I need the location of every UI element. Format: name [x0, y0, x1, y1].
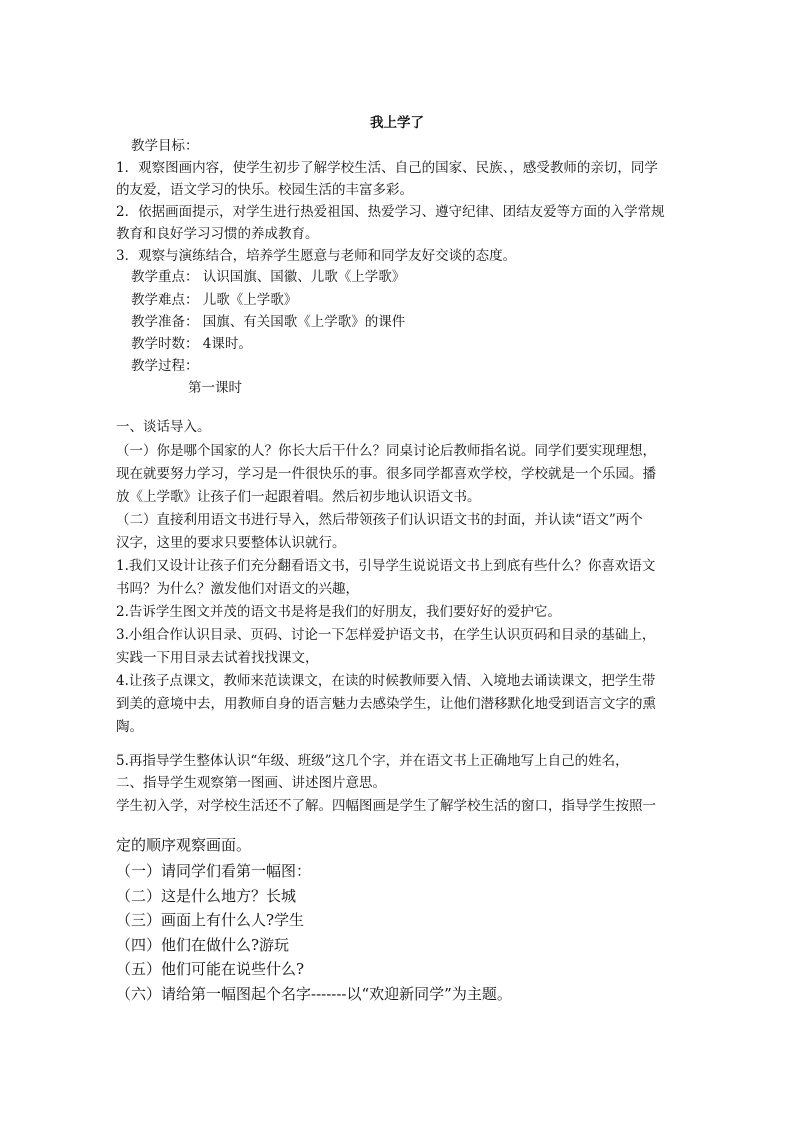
text-line: （一）你是哪个国家的人？你长大后干什么？同桌讨论后教师指名说。同学们要实现理想， [116, 443, 656, 459]
text-line: 放《上学歌》让孩子们一起跟着唱。然后初步地认识语文书。 [116, 489, 481, 505]
text-line: （五）他们可能在说些什么? [116, 960, 305, 978]
text-line: 书吗？为什么？激发他们对语文的兴趣， [116, 581, 359, 597]
text-line: 教学重点： 认识国旗、国徽、儿歌《上学歌》 [131, 269, 406, 285]
text-line: 教学准备： 国旗、有关国歌《上学歌》的课件 [131, 314, 406, 330]
text-line: （一）请同学们看第一幅图： [116, 862, 312, 880]
text-line: 教学时数： 4课时。 [131, 336, 252, 352]
text-line: 教育和良好学习习惯的养成教育。 [116, 226, 319, 242]
lesson-heading: 第一课时 [188, 380, 242, 396]
text-line: （二）这是什么地方？长城 [116, 887, 297, 905]
text-line: 一、谈话导入。 [116, 419, 211, 435]
text-line: 学生初入学，对学校生活还不了解。四幅图画是学生了解学校生活的窗口，指导学生按照一 [116, 798, 656, 814]
text-line: 3．观察与演练结合，培养学生愿意与老师和同学友好交谈的态度。 [116, 248, 517, 264]
text-line: 教学目标： [131, 138, 199, 154]
page-title: 我上学了 [370, 115, 424, 131]
text-line: （三）画面上有什么人?学生 [116, 911, 305, 929]
text-line: 定的顺序观察画面。 [116, 836, 252, 854]
text-line: 实践一下用目录去试着找找课文， [116, 650, 319, 666]
text-line: （六）请给第一幅图起个名字-------以“欢迎新同学”为主题。 [116, 985, 512, 1003]
text-line: （二）直接利用语文书进行导入，然后带领孩子们认识语文书的封面，并认读“语文”两个 [116, 512, 643, 528]
text-line: 5.再指导学生整体认识“年级、班级”这几个字，并在语文书上正确地写上自己的姓名， [116, 753, 629, 769]
text-line: 教学过程： [131, 358, 199, 374]
text-line: 2.告诉学生图文并茂的语文书是将是我们的好朋友，我们要好好的爱护它。 [116, 604, 561, 620]
text-line: 的友爱，语文学习的快乐。校园生活的丰富多彩。 [116, 182, 413, 198]
text-line: 教学难点： 儿歌《上学歌》 [131, 292, 298, 308]
text-line: 2．依据画面提示，对学生进行热爱祖国、热爱学习、遵守纪律、团结友爱等方面的入学常规 [116, 204, 665, 220]
text-line: 1．观察图画内容，使学生初步了解学校生活、自己的国家、民族、，感受教师的亲切，同学 [116, 160, 658, 176]
text-line: 到美的意境中去，用教师自身的语言魅力去感染学生，让他们潜移默化地受到语言文字的熏 [116, 696, 656, 712]
text-line: 4.让孩子点课文，教师来范读课文，在读的时候教师要入情、入境地去诵读课文，把学生带 [116, 673, 656, 689]
text-line: 二、指导学生观察第一图画、讲述图片意思。 [116, 775, 386, 791]
text-line: 汉字，这里的要求只要整体认识就行。 [116, 535, 346, 551]
text-line: 3.小组合作认识目录、页码、讨论一下怎样爱护语文书，在学生认识页码和目录的基础上， [116, 627, 656, 643]
text-line: 1.我们又设计让孩子们充分翻看语文书，引导学生说说语文书上到底有些什么？你喜欢语文 [116, 558, 656, 574]
text-line: （四）他们在做什么?游玩 [116, 936, 290, 954]
text-line: 现在就要努力学习，学习是一件很快乐的事。很多同学都喜欢学校，学校就是一个乐园。播 [116, 466, 656, 482]
text-line: 陶。 [116, 719, 143, 735]
